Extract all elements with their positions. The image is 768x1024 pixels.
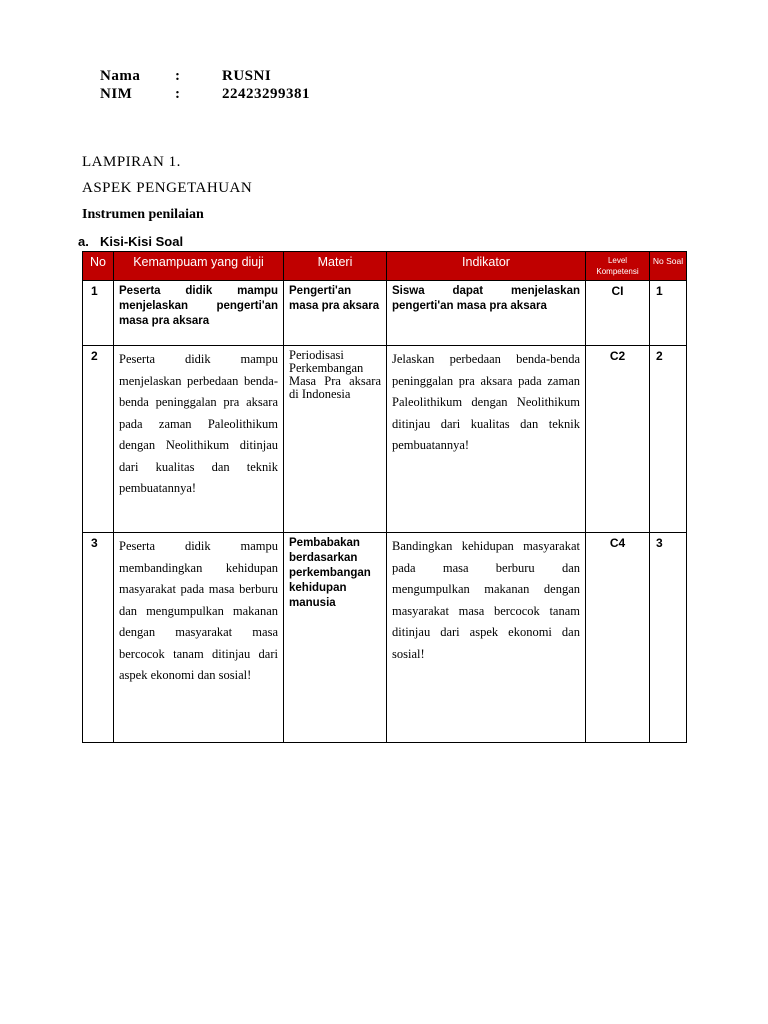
- cell-no-soal: 2: [650, 346, 687, 533]
- list-marker: a.: [78, 234, 89, 249]
- cell-indikator: Bandingkan kehidupan masyarakat pada masa berburu dan mengumpulkan makanan dengan masyarakat masa bercocok tanam ditinjau dari aspek ekonomi dan sosial!: [387, 533, 586, 743]
- table-row: [83, 533, 687, 743]
- nim-label: NIM: [100, 86, 133, 102]
- header-indikator: Indikator: [387, 252, 586, 281]
- cell-no-soal: 1: [650, 281, 687, 346]
- cell-no: 3: [83, 533, 114, 743]
- aspek-heading: ASPEK PENGETAHUAN: [82, 180, 253, 196]
- name-value: RUSNI: [222, 68, 272, 84]
- cell-materi: Pengerti'an masa pra aksara: [284, 281, 387, 346]
- cell-kemampuan: Peserta didik mampu menjelaskan pengerti'an masa pra aksara: [114, 281, 284, 346]
- name-colon: :: [175, 68, 181, 84]
- name-label: Nama: [100, 68, 141, 84]
- header-no-soal: No Soal: [650, 252, 687, 281]
- cell-no: 2: [83, 346, 114, 533]
- cell-no-soal: 3: [650, 533, 687, 743]
- table-header-row: [83, 252, 687, 281]
- kisi-title: Kisi-Kisi Soal: [100, 234, 184, 249]
- cell-level: C2: [586, 346, 650, 533]
- nim-colon: :: [175, 86, 181, 102]
- cell-indikator: Jelaskan perbedaan benda-benda peninggalan pra aksara pada zaman Paleolithikum dengan Neolithikum ditinjau dari kualitas dan teknik pembuatannya!: [387, 346, 586, 533]
- nim-value: 22423299381: [222, 86, 310, 102]
- header-no: No: [83, 252, 114, 281]
- cell-level: C4: [586, 533, 650, 743]
- cell-indikator: Siswa dapat menjelaskan pengerti'an masa pra aksara: [387, 281, 586, 346]
- cell-materi: Pembabakan berdasarkan perkembangan kehidupan manusia: [284, 533, 387, 743]
- cell-kemampuan: Peserta didik mampu membandingkan kehidupan masyarakat pada masa berburu dan mengumpulkan makanan dengan masyarakat masa bercocok tanam ditinjau dari aspek ekonomi dan sosial!: [114, 533, 284, 743]
- table-row: [83, 281, 687, 346]
- kisi-kisi-heading: [78, 234, 183, 249]
- header-kemampuan: Kemampuam yang diuji: [114, 252, 284, 281]
- header-level: Level Kompetensi: [586, 252, 650, 281]
- kisi-kisi-table: [82, 251, 687, 743]
- cell-no: 1: [83, 281, 114, 346]
- cell-materi: Periodisasi Perkembangan Masa Pra aksara di Indonesia: [284, 346, 387, 533]
- table-row: [83, 346, 687, 533]
- cell-kemampuan: Peserta didik mampu menjelaskan perbedaan benda-benda peninggalan pra aksara pada zaman Paleolithikum dengan Neolithikum ditinjau dari kualitas dan teknik pembuatannya!: [114, 346, 284, 533]
- cell-level: CI: [586, 281, 650, 346]
- lampiran-heading: LAMPIRAN 1.: [82, 154, 181, 170]
- header-materi: Materi: [284, 252, 387, 281]
- instrumen-heading: Instrumen penilaian: [82, 207, 204, 222]
